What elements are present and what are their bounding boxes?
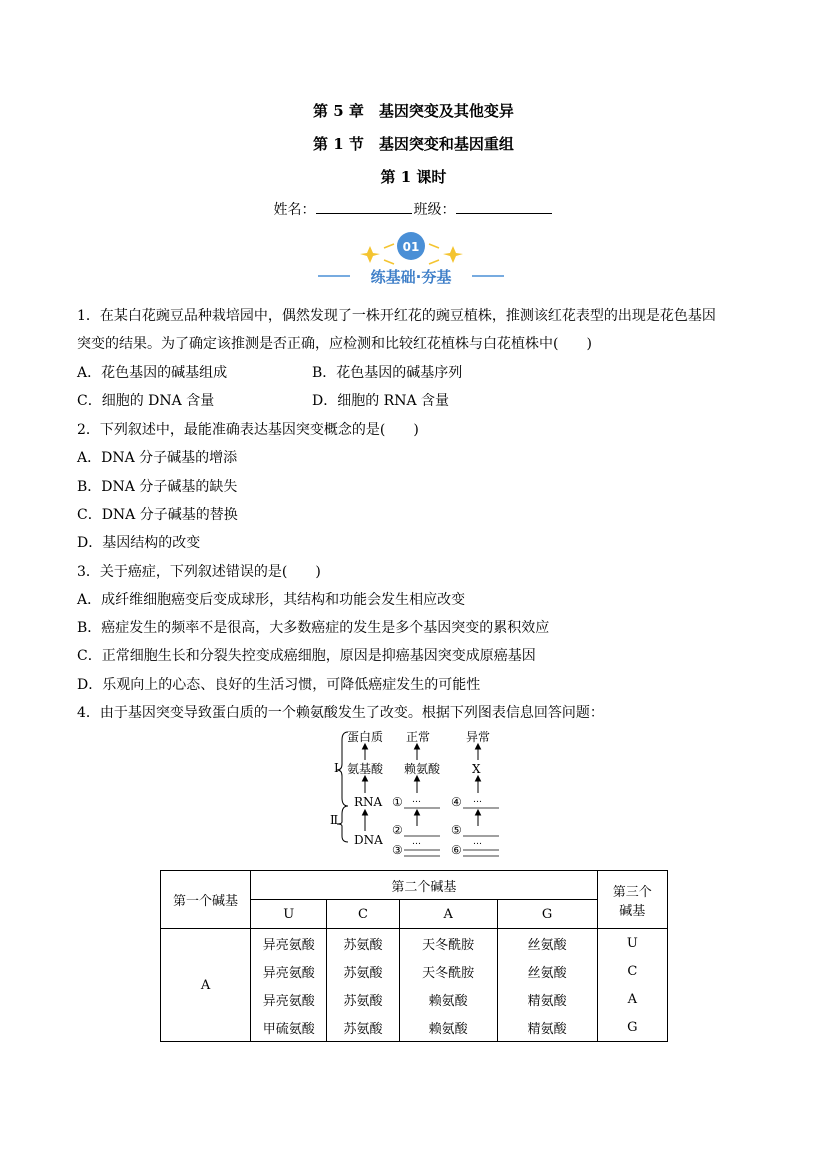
dots-4: …	[473, 795, 482, 805]
q2-option-d: D．基因结构的改变	[77, 535, 201, 551]
q2-option-c: C．DNA 分子碱基的替换	[77, 507, 238, 523]
badge-text: 练基础·夯基	[370, 268, 452, 286]
name-class-row	[0, 199, 827, 219]
mark-2: ②	[392, 823, 403, 837]
q2-stem: 2．下列叙述中，最能准确表达基因突变概念的是( )	[77, 422, 419, 438]
section-badge	[300, 230, 530, 290]
table-cell: 甲硫氨酸	[251, 1013, 327, 1042]
chapter-title: 第 5 章 基因突变及其他变异	[313, 102, 514, 120]
table-cell: 苏氨酸	[327, 929, 399, 958]
col-abnormal: 异常	[466, 730, 491, 744]
table-cell: 赖氨酸	[399, 1013, 497, 1042]
second-base-u: U	[251, 900, 327, 929]
table-cell: 赖氨酸	[399, 985, 497, 1013]
table-cell: 精氨酸	[497, 985, 597, 1013]
second-base-a: A	[399, 900, 497, 929]
star-icon	[360, 246, 380, 263]
row-rna: RNA	[354, 795, 383, 809]
class-label: 班级：	[413, 202, 456, 218]
q1-line2: 突变的结果。为了确定该推测是否正确，应检测和比较红花植株与白花植株中( )	[77, 336, 592, 352]
q3-option-d: D．乐观向上的心态、良好的生活习惯，可降低癌症发生的可能性	[77, 677, 481, 693]
table-cell: 苏氨酸	[327, 1013, 399, 1042]
row-dna: DNA	[354, 833, 383, 847]
first-base-a: A	[161, 929, 251, 1042]
roman-two-label: Ⅱ	[330, 813, 339, 827]
badge-number: 01	[402, 240, 420, 254]
mark-1: ①	[392, 795, 403, 809]
q3-stem: 3．关于癌症，下列叙述错误的是( )	[77, 564, 321, 580]
codon-table	[160, 870, 668, 1042]
dots-3: …	[412, 837, 421, 847]
gene-expression-diagram	[322, 726, 512, 860]
section-title: 第 1 节 基因突变和基因重组	[313, 135, 514, 153]
first-base-header: 第一个碱基	[161, 871, 251, 929]
q2-option-a: A．DNA 分子碱基的增添	[77, 450, 238, 466]
table-cell: 天冬酰胺	[399, 957, 497, 985]
second-base-g: G	[497, 900, 597, 929]
table-cell: A	[597, 985, 667, 1013]
table-cell: 异亮氨酸	[251, 985, 327, 1013]
q2-option-b: B．DNA 分子碱基的缺失	[77, 479, 238, 495]
roman-one-label: Ⅰ	[334, 761, 339, 775]
lesson-title: 第 1 课时	[380, 168, 447, 186]
third-base-header: 第三个 碱基	[597, 871, 667, 929]
table-cell: 丝氨酸	[497, 929, 597, 958]
mark-4: ④	[451, 795, 462, 809]
second-base-header: 第二个碱基	[251, 871, 598, 900]
table-cell: U	[597, 929, 667, 958]
name-blank[interactable]	[316, 199, 412, 214]
mark-5: ⑤	[451, 823, 462, 837]
row-amino-acid: 氨基酸	[347, 762, 384, 776]
table-cell: 异亮氨酸	[251, 957, 327, 985]
dots-6: …	[473, 837, 482, 847]
second-base-c: C	[327, 900, 399, 929]
row-protein: 蛋白质	[347, 730, 384, 744]
q3-option-c: C．正常细胞生长和分裂失控变成癌细胞，原因是抑癌基因突变成原癌基因	[77, 648, 536, 664]
table-cell: 苏氨酸	[327, 957, 399, 985]
col-normal: 正常	[406, 730, 431, 744]
table-cell: 精氨酸	[497, 1013, 597, 1042]
q1-option-d: D．细胞的 RNA 含量	[312, 393, 450, 409]
star-icon	[443, 246, 463, 263]
q4-stem: 4．由于基因突变导致蛋白质的一个赖氨酸发生了改变。根据下列图表信息回答问题：	[77, 705, 604, 721]
dots-1: …	[412, 795, 421, 805]
q1-option-b: B．花色基因的碱基序列	[312, 365, 463, 381]
table-cell: 丝氨酸	[497, 957, 597, 985]
normal-lysine: 赖氨酸	[404, 762, 441, 776]
mark-3: ③	[392, 843, 403, 857]
q1-option-a: A．花色基因的碱基组成	[77, 365, 228, 381]
q3-option-b: B．癌症发生的频率不是很高，大多数癌症的发生是多个基因突变的累积效应	[77, 620, 550, 636]
mark-6: ⑥	[451, 843, 462, 857]
q3-option-a: A．成纤维细胞癌变后变成球形，其结构和功能会发生相应改变	[77, 592, 466, 608]
class-blank[interactable]	[456, 199, 552, 214]
q1-line1: 1．在某白花豌豆品种栽培园中，偶然发现了一株开红花的豌豆植株，推测该红花表型的出现是花色基因	[77, 308, 716, 324]
table-cell: G	[597, 1013, 667, 1042]
abnormal-x: X	[472, 762, 481, 776]
table-cell: 异亮氨酸	[251, 929, 327, 958]
table-cell: 天冬酰胺	[399, 929, 497, 958]
table-cell: C	[597, 957, 667, 985]
q1-option-c: C．细胞的 DNA 含量	[77, 393, 215, 409]
table-cell: 苏氨酸	[327, 985, 399, 1013]
name-label: 姓名：	[273, 202, 316, 218]
